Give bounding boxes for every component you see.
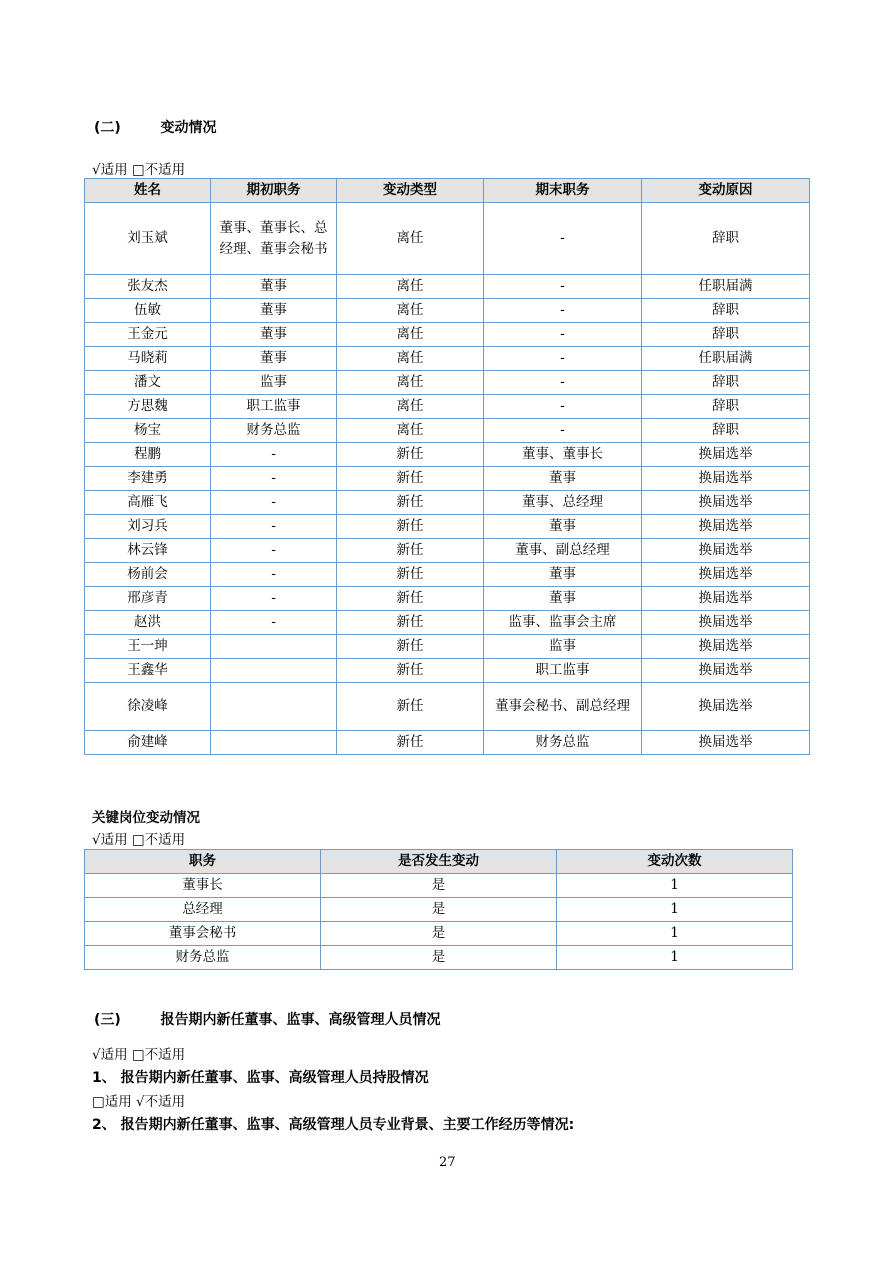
section-number: (二) [94, 120, 121, 136]
change-reason-cell: 换届选举 [642, 659, 810, 683]
change-type-cell: 离任 [337, 371, 484, 395]
change-reason-cell: 换届选举 [642, 539, 810, 563]
name-cell: 俞建峰 [85, 731, 211, 755]
key-positions-table [84, 849, 793, 970]
change-reason-cell: 换届选举 [642, 635, 810, 659]
change-reason-cell: 辞职 [642, 203, 810, 275]
change-type-cell: 离任 [337, 299, 484, 323]
initial-position-cell: 职工监事 [211, 395, 337, 419]
table-header-row [85, 850, 793, 874]
change-reason-cell: 辞职 [642, 299, 810, 323]
table-row [85, 323, 810, 347]
table-row [85, 731, 810, 755]
table-row [85, 491, 810, 515]
initial-position-cell: - [211, 539, 337, 563]
final-position-cell: 董事 [484, 515, 642, 539]
initial-position-cell: - [211, 587, 337, 611]
column-header: 期初职务 [211, 179, 337, 203]
change-reason-cell: 换届选举 [642, 467, 810, 491]
final-position-cell: 董事、总经理 [484, 491, 642, 515]
table-row [85, 347, 810, 371]
changed-cell: 是 [321, 898, 557, 922]
change-type-cell: 新任 [337, 659, 484, 683]
change-type-cell: 新任 [337, 635, 484, 659]
name-cell: 伍敏 [85, 299, 211, 323]
initial-position-cell: 董事 [211, 347, 337, 371]
change-reason-cell: 辞职 [642, 395, 810, 419]
position-cell: 董事会秘书 [85, 922, 321, 946]
table-row [85, 874, 793, 898]
initial-position-cell: 董事、董事长、总经理、董事会秘书 [211, 203, 337, 275]
name-cell: 高雁飞 [85, 491, 211, 515]
page-number: 27 [439, 1155, 456, 1170]
change-reason-cell: 换届选举 [642, 611, 810, 635]
final-position-cell: - [484, 371, 642, 395]
table-row [85, 635, 810, 659]
applicability-note: □适用 √不适用 [92, 1094, 186, 1110]
change-type-cell: 离任 [337, 323, 484, 347]
name-cell: 刘玉斌 [85, 203, 211, 275]
change-type-cell: 新任 [337, 491, 484, 515]
table-row [85, 898, 793, 922]
table-row [85, 587, 810, 611]
name-cell: 赵洪 [85, 611, 211, 635]
section-title: 变动情况 [160, 120, 217, 136]
final-position-cell: 监事、监事会主席 [484, 611, 642, 635]
table-row [85, 395, 810, 419]
column-header: 姓名 [85, 179, 211, 203]
name-cell: 马晓莉 [85, 347, 211, 371]
initial-position-cell: 董事 [211, 299, 337, 323]
key-positions-title: 关键岗位变动情况 [92, 810, 200, 826]
section-title: 报告期内新任董事、监事、高级管理人员情况 [160, 1012, 441, 1028]
initial-position-cell: - [211, 443, 337, 467]
position-cell: 财务总监 [85, 946, 321, 970]
final-position-cell: 监事 [484, 635, 642, 659]
change-reason-cell: 任职届满 [642, 275, 810, 299]
column-header: 变动次数 [557, 850, 793, 874]
table-row [85, 563, 810, 587]
final-position-cell: 董事 [484, 587, 642, 611]
change-count-cell: 1 [557, 898, 793, 922]
subsection-heading: 1、 报告期内新任董事、监事、高级管理人员持股情况 [92, 1070, 429, 1086]
change-type-cell: 新任 [337, 683, 484, 731]
table-row [85, 611, 810, 635]
table-row [85, 419, 810, 443]
name-cell: 杨前会 [85, 563, 211, 587]
name-cell: 林云锋 [85, 539, 211, 563]
table-row [85, 539, 810, 563]
subsection-heading: 2、 报告期内新任董事、监事、高级管理人员专业背景、主要工作经历等情况: [92, 1117, 575, 1133]
initial-position-cell [211, 635, 337, 659]
table-row [85, 922, 793, 946]
change-type-cell: 离任 [337, 419, 484, 443]
initial-position-cell: - [211, 563, 337, 587]
table-row [85, 299, 810, 323]
table-row [85, 371, 810, 395]
change-reason-cell: 任职届满 [642, 347, 810, 371]
final-position-cell: 董事 [484, 563, 642, 587]
final-position-cell: 董事、董事长 [484, 443, 642, 467]
change-reason-cell: 换届选举 [642, 731, 810, 755]
name-cell: 潘文 [85, 371, 211, 395]
name-cell: 王鑫华 [85, 659, 211, 683]
change-count-cell: 1 [557, 922, 793, 946]
column-header: 是否发生变动 [321, 850, 557, 874]
name-cell: 刘习兵 [85, 515, 211, 539]
final-position-cell: - [484, 299, 642, 323]
name-cell: 程鹏 [85, 443, 211, 467]
changed-cell: 是 [321, 874, 557, 898]
initial-position-cell: - [211, 491, 337, 515]
name-cell: 张友杰 [85, 275, 211, 299]
initial-position-cell: 财务总监 [211, 419, 337, 443]
change-reason-cell: 辞职 [642, 419, 810, 443]
initial-position-cell [211, 683, 337, 731]
final-position-cell: - [484, 275, 642, 299]
column-header: 变动原因 [642, 179, 810, 203]
change-reason-cell: 换届选举 [642, 683, 810, 731]
change-reason-cell: 辞职 [642, 323, 810, 347]
change-type-cell: 新任 [337, 563, 484, 587]
change-reason-cell: 换届选举 [642, 563, 810, 587]
final-position-cell: - [484, 203, 642, 275]
changed-cell: 是 [321, 946, 557, 970]
final-position-cell: 董事 [484, 467, 642, 491]
table-row [85, 946, 793, 970]
initial-position-cell: 监事 [211, 371, 337, 395]
change-type-cell: 新任 [337, 443, 484, 467]
change-count-cell: 1 [557, 946, 793, 970]
final-position-cell: 职工监事 [484, 659, 642, 683]
change-reason-cell: 换届选举 [642, 515, 810, 539]
change-type-cell: 新任 [337, 467, 484, 491]
change-reason-cell: 换届选举 [642, 587, 810, 611]
table-row [85, 659, 810, 683]
name-cell: 王金元 [85, 323, 211, 347]
name-cell: 邢彦青 [85, 587, 211, 611]
applicability-note: √适用 □不适用 [92, 1047, 186, 1063]
name-cell: 王一珅 [85, 635, 211, 659]
position-cell: 总经理 [85, 898, 321, 922]
change-type-cell: 新任 [337, 611, 484, 635]
change-reason-cell: 辞职 [642, 371, 810, 395]
name-cell: 李建勇 [85, 467, 211, 491]
column-header: 期末职务 [484, 179, 642, 203]
initial-position-cell: - [211, 611, 337, 635]
change-type-cell: 新任 [337, 539, 484, 563]
section-number: (三) [94, 1012, 121, 1028]
initial-position-cell: - [211, 467, 337, 491]
change-type-cell: 离任 [337, 347, 484, 371]
name-cell: 杨宝 [85, 419, 211, 443]
final-position-cell: 董事会秘书、副总经理 [484, 683, 642, 731]
final-position-cell: 董事、副总经理 [484, 539, 642, 563]
initial-position-cell [211, 659, 337, 683]
table-row [85, 467, 810, 491]
initial-position-cell: 董事 [211, 323, 337, 347]
initial-position-cell: 董事 [211, 275, 337, 299]
table-row [85, 515, 810, 539]
name-cell: 徐凌峰 [85, 683, 211, 731]
position-cell: 董事长 [85, 874, 321, 898]
table-row [85, 443, 810, 467]
change-type-cell: 新任 [337, 731, 484, 755]
final-position-cell: - [484, 323, 642, 347]
changes-table [84, 178, 810, 755]
final-position-cell: - [484, 419, 642, 443]
change-reason-cell: 换届选举 [642, 491, 810, 515]
change-type-cell: 离任 [337, 203, 484, 275]
table-row [85, 275, 810, 299]
change-type-cell: 新任 [337, 587, 484, 611]
name-cell: 方思魏 [85, 395, 211, 419]
table-row [85, 203, 810, 275]
changed-cell: 是 [321, 922, 557, 946]
change-count-cell: 1 [557, 874, 793, 898]
change-type-cell: 离任 [337, 395, 484, 419]
applicability-note: √适用 □不适用 [92, 832, 186, 848]
initial-position-cell [211, 731, 337, 755]
section-heading [94, 117, 217, 137]
change-reason-cell: 换届选举 [642, 443, 810, 467]
change-type-cell: 离任 [337, 275, 484, 299]
initial-position-cell: - [211, 515, 337, 539]
final-position-cell: - [484, 347, 642, 371]
column-header: 职务 [85, 850, 321, 874]
applicability-note: √适用 □不适用 [92, 162, 186, 178]
column-header: 变动类型 [337, 179, 484, 203]
final-position-cell: - [484, 395, 642, 419]
table-row [85, 683, 810, 731]
table-header-row [85, 179, 810, 203]
final-position-cell: 财务总监 [484, 731, 642, 755]
section-heading [94, 1009, 441, 1029]
change-type-cell: 新任 [337, 515, 484, 539]
